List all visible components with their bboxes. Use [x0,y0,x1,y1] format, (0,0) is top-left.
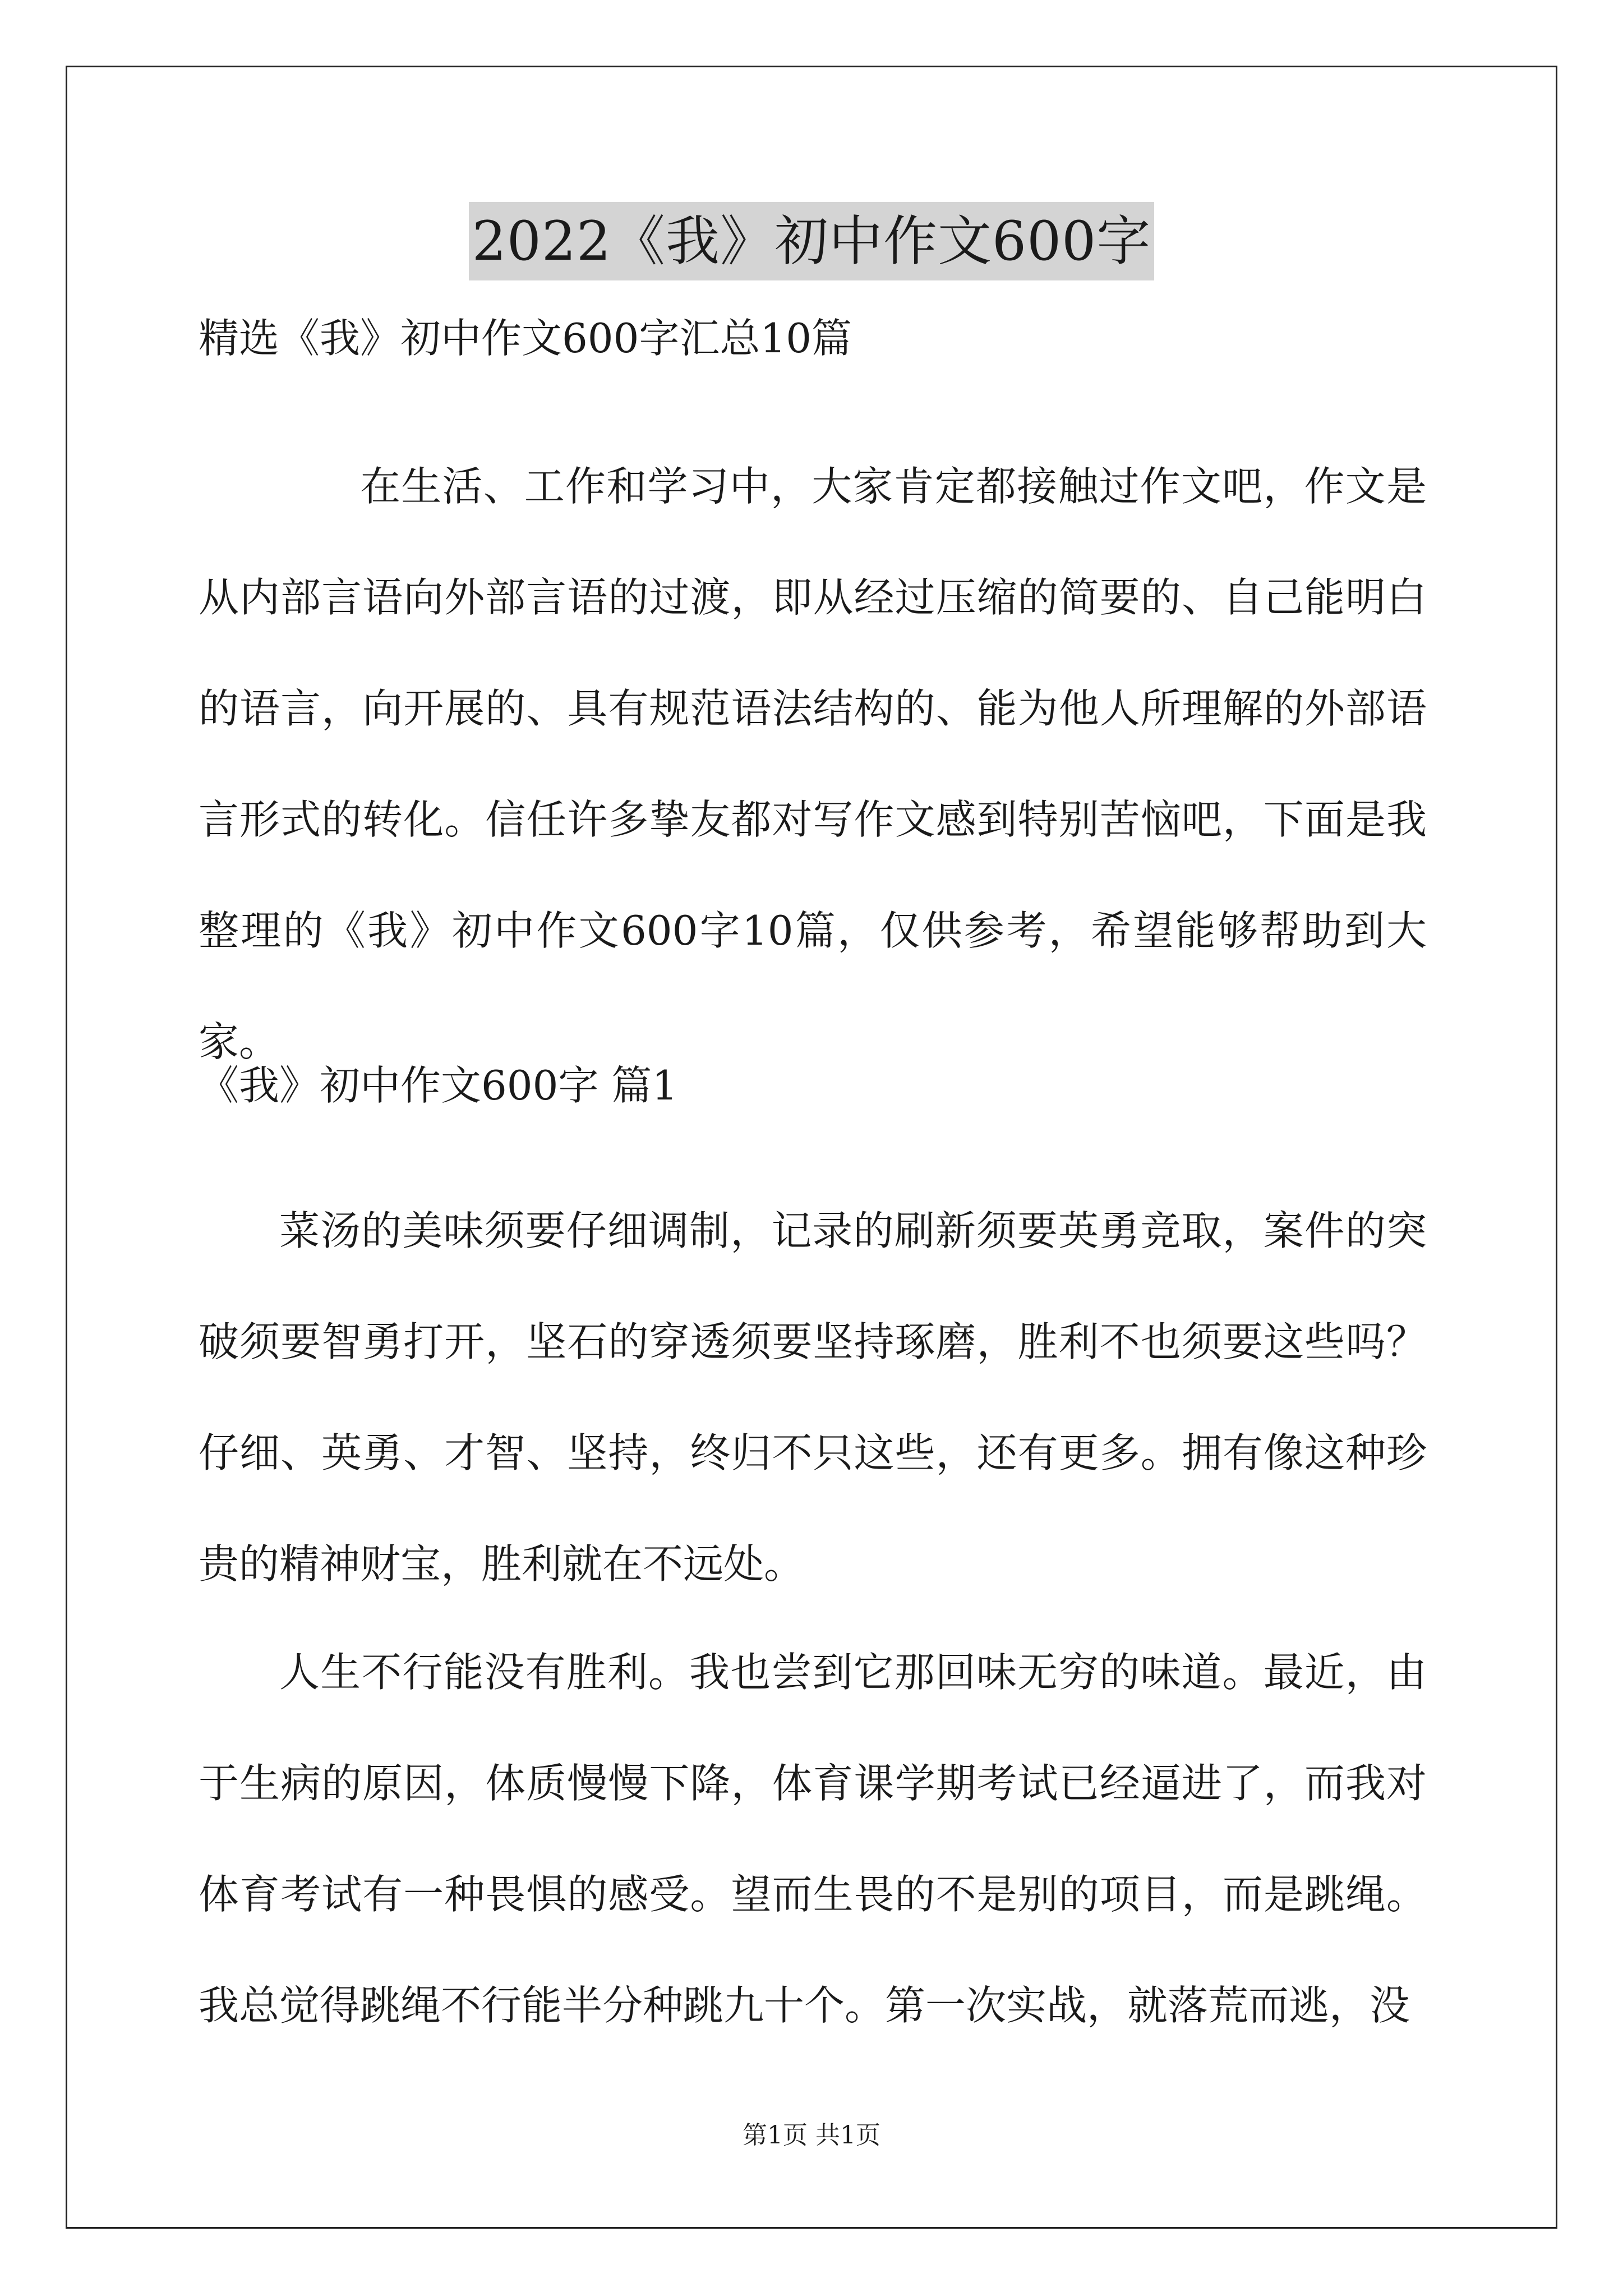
intro-paragraph: 在生活、工作和学习中，大家肯定都接触过作文吧，作文是从内部言语向外部言语的过渡，即从经过压缩的简要的、自己能明白的语言，向开展的、具有规范语法结构的、能为他人所理解的外部语言形式的转化。信任许多挚友都对写作文感到特别苦恼吧，下面是我整理的《我》初中作文600字10篇，仅供参考，希望能够帮助到大家。 [199,463,1427,1065]
title-container [0,202,1623,280]
document-title: 2022《我》初中作文600字 [469,202,1155,280]
document-subtitle: 精选《我》初中作文600字汇总10篇 [199,315,852,362]
body-paragraph-2: 人生不行能没有胜利。我也尝到它那回味无穷的味道。最近，由于生病的原因，体质慢慢下降，体育课学期考试已经逼进了，而我对体育考试有一种畏惧的感受。望而生畏的不是别的项目，而是跳绳。我总觉得跳绳不行能半分种跳九十个。第一次实战，就落荒而逃，没 [199,1649,1427,2029]
section-heading: 《我》初中作文600字 篇1 [199,1062,678,1109]
page-footer: 第1页 共1页 [743,2121,880,2150]
body-paragraph-1: 菜汤的美味须要仔细调制，记录的刷新须要英勇竞取，案件的突破须要智勇打开，坚石的穿透须要坚持琢磨，胜利不也须要这些吗？仔细、英勇、才智、坚持，终归不只这些，还有更多。拥有像这种珍贵的精神财宝，胜利就在不远处。 [199,1207,1427,1588]
